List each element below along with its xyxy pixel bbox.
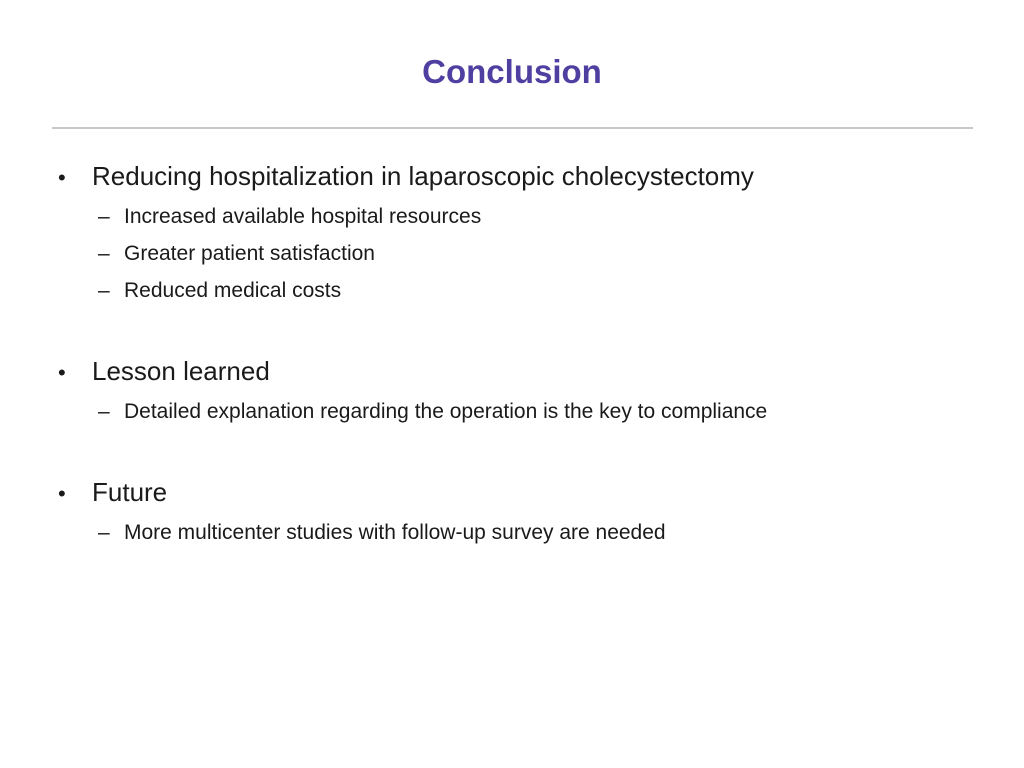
sub-bullet-item (98, 198, 986, 235)
sub-bullet-text: Increased available hospital resources (124, 205, 482, 228)
bullet-marker: • (58, 165, 66, 190)
sub-bullet-list (56, 514, 986, 551)
sub-bullet-marker: – (98, 279, 110, 302)
sub-bullet-marker: – (98, 242, 110, 265)
bullet-group (56, 351, 986, 430)
sub-bullet-text: More multicenter studies with follow-up survey are needed (124, 521, 666, 544)
bullet-list (56, 156, 986, 593)
sub-bullet-item (98, 514, 986, 551)
bullet-group (56, 472, 986, 551)
bullet-text: Lesson learned (92, 356, 270, 386)
sub-bullet-text: Reduced medical costs (124, 279, 342, 302)
bullet-item (56, 472, 986, 514)
bullet-group (56, 156, 986, 309)
sub-bullet-marker: – (98, 205, 110, 228)
sub-bullet-item (98, 272, 986, 309)
bullet-item (56, 156, 986, 198)
sub-bullet-text: Detailed explanation regarding the operation is the key to compliance (124, 400, 768, 423)
slide-title: Conclusion (422, 53, 602, 90)
sub-bullet-item (98, 235, 986, 272)
sub-bullet-marker: – (98, 400, 110, 423)
sub-bullet-item (98, 393, 986, 430)
bullet-text: Reducing hospitalization in laparoscopic cholecystectomy (92, 161, 754, 191)
sub-bullet-marker: – (98, 521, 110, 544)
bullet-item (56, 351, 986, 393)
title-divider (52, 127, 973, 129)
sub-bullet-list (56, 198, 986, 309)
bullet-text: Future (92, 477, 168, 507)
bullet-marker: • (58, 481, 66, 506)
bullet-marker: • (58, 360, 66, 385)
sub-bullet-list (56, 393, 986, 430)
sub-bullet-text: Greater patient satisfaction (124, 242, 375, 265)
